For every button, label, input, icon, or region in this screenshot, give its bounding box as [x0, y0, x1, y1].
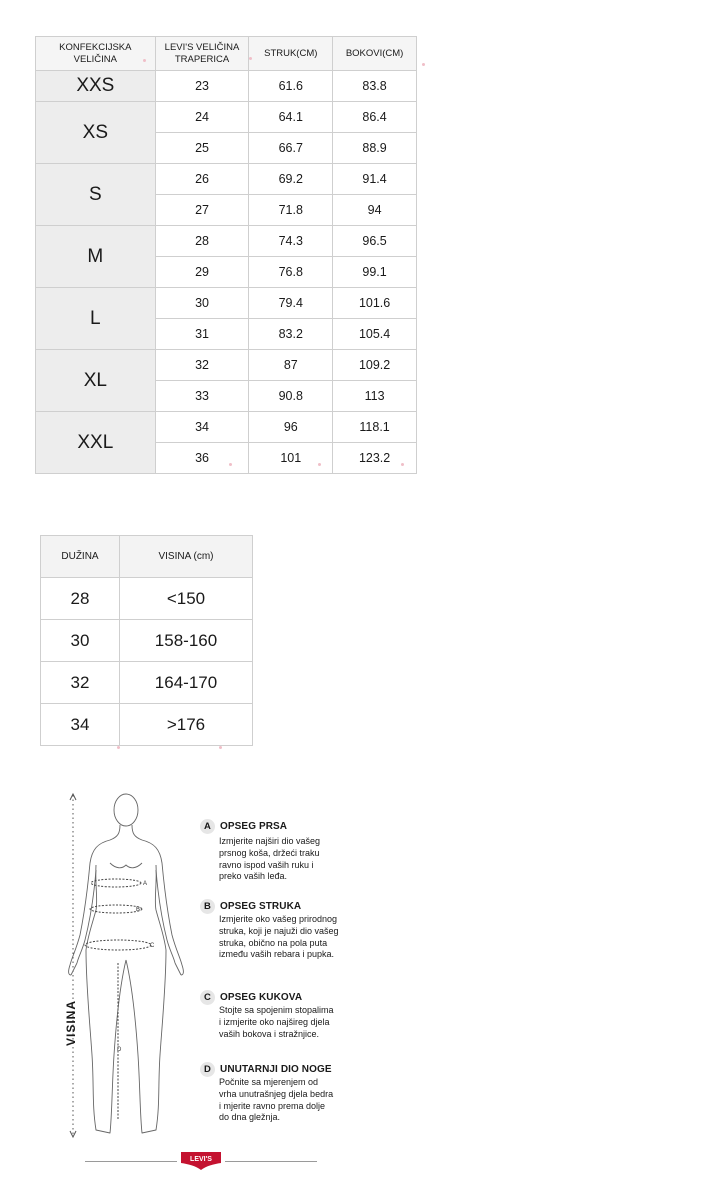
- header-levis-size: LEVI'S VELIČINA TRAPERICA: [155, 37, 249, 71]
- levis-size: 36: [155, 443, 249, 474]
- waist-value: 90.8: [249, 381, 333, 412]
- table-row: [36, 102, 417, 133]
- waist-value: 76.8: [249, 257, 333, 288]
- levis-logo: [180, 1151, 222, 1171]
- levis-size: 29: [155, 257, 249, 288]
- height-value: 164-170: [120, 662, 253, 704]
- height-arrow: [70, 794, 76, 1137]
- table-row: [41, 578, 253, 620]
- length-value: 34: [41, 704, 120, 746]
- hips-value: 86.4: [333, 102, 417, 133]
- hips-value: 109.2: [333, 350, 417, 381]
- legend-description: Izmjerite oko vašeg prirodnog struka, koji je najuži dio vašeg struka, obično na pola puta između vaših rebara i pupka.: [219, 914, 339, 960]
- hips-value: 105.4: [333, 319, 417, 350]
- levis-size: 24: [155, 102, 249, 133]
- body-outline-icon: [69, 794, 184, 1133]
- size-label: L: [36, 288, 156, 350]
- hips-value: 99.1: [333, 257, 417, 288]
- size-label: M: [36, 226, 156, 288]
- height-value: <150: [120, 578, 253, 620]
- decor-dot: [318, 463, 321, 466]
- table-row: [36, 226, 417, 257]
- table-row: [36, 164, 417, 195]
- table-row: [36, 350, 417, 381]
- hips-value: 113: [333, 381, 417, 412]
- decor-dot: [422, 63, 425, 66]
- decor-dot: [229, 463, 232, 466]
- marker-b: B: [136, 907, 141, 913]
- body-measurement-figure: [40, 785, 190, 1145]
- height-value: 158-160: [120, 620, 253, 662]
- legend-item-chest: [200, 819, 370, 883]
- length-value: 30: [41, 620, 120, 662]
- levis-size: 25: [155, 133, 249, 164]
- table-row: [36, 71, 417, 102]
- header-konfekcijska: KONFEKCIJSKA VELIČINA: [36, 37, 156, 71]
- footer-rule-left: [85, 1161, 177, 1162]
- size-chart-table: [35, 36, 417, 474]
- levis-size: 27: [155, 195, 249, 226]
- legend-description: Stojte sa spojenim stopalima i izmjerite oko najšireg djela vaših bokova i stražnjice.: [219, 1005, 334, 1039]
- header-height: VISINA (cm): [120, 536, 253, 578]
- waist-value: 79.4: [249, 288, 333, 319]
- marker-c: C: [150, 943, 155, 949]
- waist-value: 74.3: [249, 226, 333, 257]
- letter-badge: B: [200, 899, 215, 914]
- size-label: XXL: [36, 412, 156, 474]
- decor-dot: [143, 59, 146, 62]
- length-chart-table: [40, 535, 253, 746]
- letter-badge: D: [200, 1062, 215, 1077]
- levis-size: 31: [155, 319, 249, 350]
- hips-value: 91.4: [333, 164, 417, 195]
- length-value: 28: [41, 578, 120, 620]
- table-row: [36, 288, 417, 319]
- logo-text: LEVI'S: [190, 1156, 212, 1163]
- waist-value: 96: [249, 412, 333, 443]
- table-row: [41, 662, 253, 704]
- marker-d: D: [117, 1047, 122, 1053]
- letter-badge: C: [200, 990, 215, 1005]
- waist-value: 101: [249, 443, 333, 474]
- hips-value: 118.1: [333, 412, 417, 443]
- size-label: XS: [36, 102, 156, 164]
- footer-rule-right: [225, 1161, 317, 1162]
- levis-size: 33: [155, 381, 249, 412]
- waist-value: 83.2: [249, 319, 333, 350]
- decor-dot: [249, 57, 252, 60]
- legend-title: OPSEG KUKOVA: [220, 992, 303, 1003]
- levis-size: 32: [155, 350, 249, 381]
- size-label: XL: [36, 350, 156, 412]
- waist-value: 64.1: [249, 102, 333, 133]
- letter-badge: A: [200, 819, 215, 834]
- height-value: >176: [120, 704, 253, 746]
- header-waist: STRUK(CM): [249, 37, 333, 71]
- legend-description: Počnite sa mjerenjem od vrha unutrašnjeg djela bedra i mjerite ravno prema dolje do dna gležnja.: [219, 1077, 334, 1123]
- table-row: [41, 704, 253, 746]
- hips-value: 88.9: [333, 133, 417, 164]
- waist-value: 87: [249, 350, 333, 381]
- decor-dot: [401, 463, 404, 466]
- waist-value: 61.6: [249, 71, 333, 102]
- size-table-header-row: [36, 37, 417, 71]
- legend-description: Izmjerite najširi dio vašeg prsnog koša, držeći traku ravno ispod vaših ruku i preko vaših leđa.: [219, 836, 321, 882]
- table-row: [36, 412, 417, 443]
- hips-value: 101.6: [333, 288, 417, 319]
- levis-size: 28: [155, 226, 249, 257]
- waist-value: 69.2: [249, 164, 333, 195]
- hips-value: 96.5: [333, 226, 417, 257]
- legend-item-waist: [200, 899, 370, 961]
- size-label: S: [36, 164, 156, 226]
- legend-title: OPSEG PRSA: [220, 821, 288, 832]
- height-label: VISINA: [64, 999, 78, 1046]
- decor-dot: [117, 746, 120, 749]
- levis-size: 26: [155, 164, 249, 195]
- length-table-header-row: [41, 536, 253, 578]
- legend-title: UNUTARNJI DIO NOGE: [220, 1064, 332, 1075]
- table-row: [41, 620, 253, 662]
- hips-value: 123.2: [333, 443, 417, 474]
- size-label: XXS: [36, 71, 156, 102]
- header-length: DUŽINA: [41, 536, 120, 578]
- hips-value: 83.8: [333, 71, 417, 102]
- legend-title: OPSEG STRUKA: [220, 901, 302, 912]
- waist-value: 66.7: [249, 133, 333, 164]
- hips-value: 94: [333, 195, 417, 226]
- decor-dot: [219, 746, 222, 749]
- levis-size: 23: [155, 71, 249, 102]
- header-hips: BOKOVI(CM): [333, 37, 417, 71]
- length-value: 32: [41, 662, 120, 704]
- legend-item-inseam: [200, 1062, 370, 1124]
- legend-item-hips: [200, 990, 370, 1040]
- marker-a: A: [143, 881, 148, 887]
- levis-size: 30: [155, 288, 249, 319]
- levis-size: 34: [155, 412, 249, 443]
- waist-value: 71.8: [249, 195, 333, 226]
